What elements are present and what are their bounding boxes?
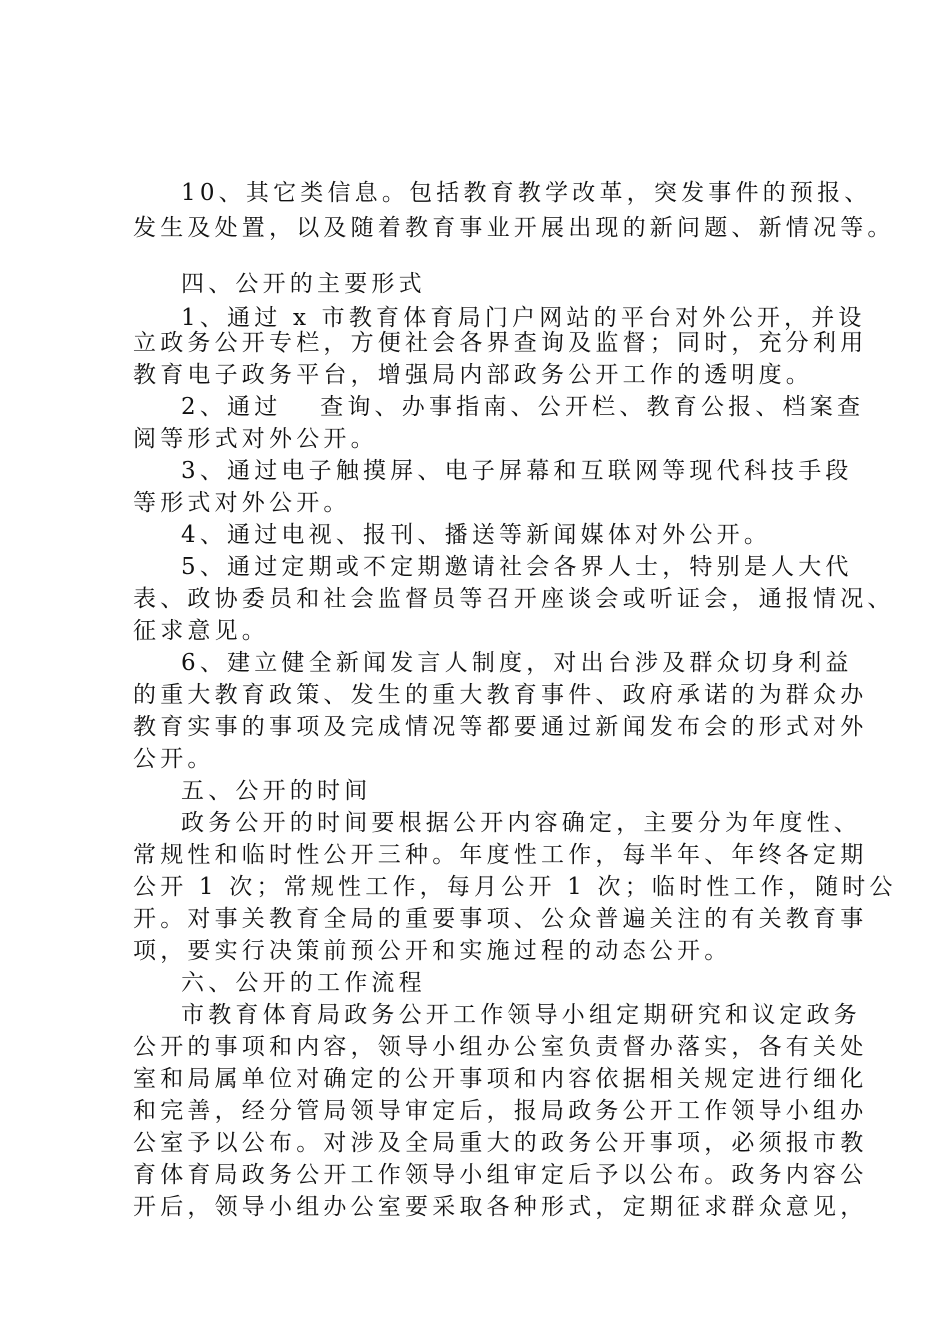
paragraph-line: 市教育体育局政务公开工作领导小组定期研究和议定政务 [181, 1002, 861, 1028]
section-heading: 六、公开的工作流程 [181, 970, 426, 996]
paragraph-line: 表、政协委员和社会监督员等召开座谈会或听证会，通报情况、 [133, 586, 895, 612]
paragraph-line: 常规性和临时性公开三种。年度性工作，每半年、年终各定期 [133, 842, 868, 868]
paragraph-line: 的重大教育政策、发生的重大教育事件、政府承诺的为群众办 [133, 682, 868, 708]
paragraph-line: 发生及处置，以及随着教育事业开展出现的新问题、新情况等。 [133, 215, 895, 241]
paragraph-line: 公开。 [133, 746, 215, 772]
paragraph-line: 立政务公开专栏，方便社会各界查询及监督；同时，充分利用 [133, 330, 868, 356]
paragraph-line: 室和局属单位对确定的公开事项和内容依据相关规定进行细化 [133, 1066, 868, 1092]
paragraph-line: 征求意见。 [133, 618, 269, 644]
paragraph-line: 阅等形式对外公开。 [133, 426, 378, 452]
paragraph-line: 开。对事关教育全局的重要事项、公众普遍关注的有关教育事 [133, 906, 868, 932]
paragraph-line: 育体育局政务公开工作领导小组审定后予以公布。政务内容公 [133, 1162, 868, 1188]
paragraph-line: 3、通过电子触摸屏、电子屏幕和互联网等现代科技手段 [181, 458, 853, 484]
paragraph-line: 项，要实行决策前预公开和实施过程的动态公开。 [133, 938, 732, 964]
paragraph-line: 5、通过定期或不定期邀请社会各界人士，特别是人大代 [181, 554, 853, 580]
section-heading: 五、公开的时间 [181, 778, 372, 804]
paragraph-line: 1、通过 x 市教育体育局门户网站的平台对外公开，并设 [181, 305, 866, 331]
paragraph-line: 10、其它类信息。包括教育教学改革，突发事件的预报、 [181, 180, 872, 206]
paragraph-line: 公开的事项和内容，领导小组办公室负责督办落实，各有关处 [133, 1034, 868, 1060]
paragraph-line: 2、通过 查询、办事指南、公开栏、教育公报、档案查 [181, 394, 865, 420]
paragraph-line: 和完善，经分管局领导审定后，报局政务公开工作领导小组办 [133, 1098, 868, 1124]
paragraph-line: 公室予以公布。对涉及全局重大的政务公开事项，必须报市教 [133, 1130, 868, 1156]
paragraph-line: 6、建立健全新闻发言人制度，对出台涉及群众切身利益 [181, 650, 853, 676]
paragraph-line: 教育电子政务平台，增强局内部政务公开工作的透明度。 [133, 362, 813, 388]
paragraph-line: 政务公开的时间要根据公开内容确定，主要分为年度性、 [181, 810, 861, 836]
paragraph-line: 公开 1 次；常规性工作，每月公开 1 次；临时性工作，随时公 [133, 874, 897, 900]
section-heading: 四、公开的主要形式 [181, 271, 426, 297]
paragraph-line: 4、通过电视、报刊、播送等新闻媒体对外公开。 [181, 522, 772, 548]
paragraph-line: 开后，领导小组办公室要采取各种形式，定期征求群众意见， [133, 1194, 868, 1220]
paragraph-line: 等形式对外公开。 [133, 490, 351, 516]
paragraph-line: 教育实事的事项及完成情况等都要通过新闻发布会的形式对外 [133, 714, 868, 740]
